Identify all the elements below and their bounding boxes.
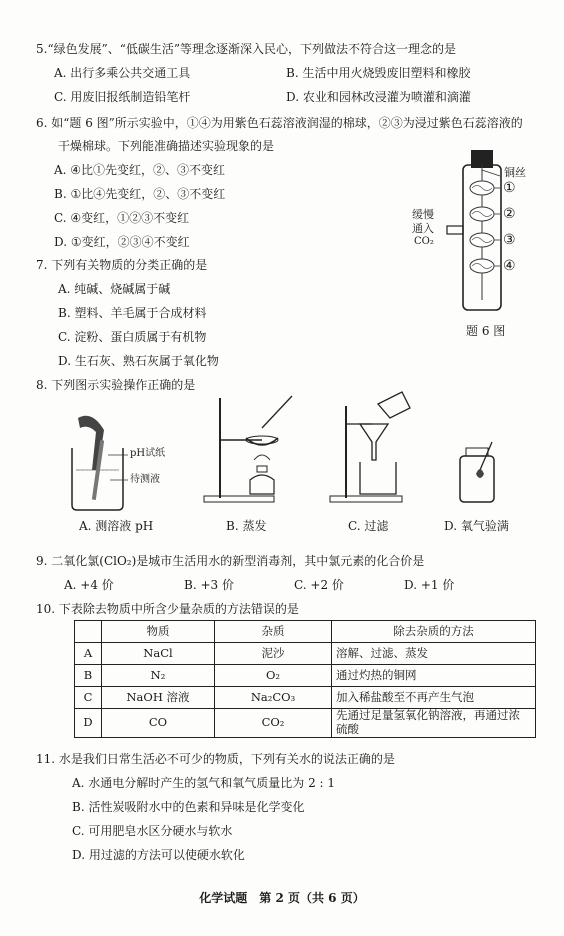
q7-stem: 7. 下列有关物质的分类正确的是 [36, 258, 208, 272]
table-row [75, 709, 536, 738]
q6-stem-line2: 干燥棉球。下列能准确描述实验现象的是 [58, 139, 275, 153]
inlet-label-3: CO₂ [414, 236, 434, 247]
table-cell: O₂ [215, 665, 332, 687]
q6-option-b: B. ①比④先变红，②、③不变红 [54, 187, 226, 201]
q8-caption-c: C. 过滤 [348, 519, 389, 533]
table-cell: 泥沙 [215, 643, 332, 665]
q5-option-d: D. 农业和园林改浸灌为喷灌和滴灌 [286, 90, 471, 104]
q11-option-d: D. 用过滤的方法可以使硬水软化 [72, 848, 245, 862]
ball-label-4: ④ [503, 258, 516, 274]
glass-tube [463, 165, 501, 310]
ball-label-1: ① [503, 180, 516, 196]
q7-option-c: C. 淀粉、蛋白质属于有机物 [58, 330, 207, 344]
table-cell: B [75, 665, 102, 687]
table-cell: 先通过足量氢氧化钠溶液，再通过浓硫酸 [332, 709, 536, 738]
ball-label-3: ③ [503, 232, 516, 248]
cotton-ball-3 [470, 233, 494, 247]
q6-option-d: D. ①变红，②③④不变红 [54, 235, 190, 249]
table-cell: C [75, 687, 102, 709]
q9-option-a: A. +4 价 [64, 578, 114, 592]
table-cell: CO₂ [215, 709, 332, 738]
q8-stem: 8. 下列图示实验操作正确的是 [36, 378, 196, 392]
q5-option-a: A. 出行多乘公共交通工具 [54, 66, 191, 80]
q9-option-c: C. +2 价 [294, 578, 344, 592]
table-header-row [75, 621, 536, 643]
q11-stem: 11. 水是我们日常生活必不可少的物质，下列有关水的说法正确的是 [36, 752, 395, 766]
copper-wire-label: 铜丝 [504, 166, 526, 179]
table-header-cell: 除去杂质的方法 [332, 621, 536, 643]
table-header-cell [75, 621, 102, 643]
q7-option-a: A. 纯碱、烧碱属于碱 [58, 282, 171, 296]
table-row [75, 665, 536, 687]
table-cell: CO [102, 709, 215, 738]
table-cell: 加入稀盐酸至不再产生气泡 [332, 687, 536, 709]
figure-d-oxygen-test [460, 442, 494, 502]
q9-option-b: B. +3 价 [184, 578, 234, 592]
q6-option-c: C. ④变红，①②③不变红 [54, 211, 190, 225]
cotton-ball-4 [470, 259, 494, 273]
table-cell: NaCl [102, 643, 215, 665]
q11-option-b: B. 活性炭吸附水中的色素和异味是化学变化 [72, 800, 305, 814]
table-cell: NaOH 溶液 [102, 687, 215, 709]
table-cell: Na₂CO₃ [215, 687, 332, 709]
inlet-label-1: 缓慢 [412, 208, 434, 221]
table-row [75, 643, 536, 665]
page-footer: 化学试题 第 2 页（共 6 页） [199, 891, 365, 905]
q5-stem: 5.“绿色发展”、“低碳生活”等理念逐渐深入民心，下列做法不符合这一理念的是 [36, 42, 456, 56]
impurity-removal-table [74, 620, 536, 738]
q11-option-a: A. 水通电分解时产生的氢气和氧气质量比为 2 : 1 [72, 776, 336, 790]
table-cell: 溶解、过滤、蒸发 [332, 643, 536, 665]
inlet-label-2: 通入 [412, 222, 434, 235]
side-inlet-tube [447, 226, 463, 234]
table-header-cell: 杂质 [215, 621, 332, 643]
test-liquid-label: 待测液 [130, 474, 160, 485]
figure-b-evaporation [204, 396, 292, 502]
ball-label-2: ② [503, 206, 516, 222]
q8-caption-a: A. 测溶液 pH [79, 519, 154, 533]
q8-caption-d: D. 氧气验满 [444, 519, 509, 533]
table-cell: N₂ [102, 665, 215, 687]
q5-option-c: C. 用废旧报纸制造铅笔杆 [54, 90, 191, 104]
table-header-cell: 物质 [102, 621, 215, 643]
q9-stem: 9. 二氧化氯(ClO₂)是城市生活用水的新型消毒剂，其中氯元素的化合价是 [36, 554, 425, 568]
q11-option-c: C. 可用肥皂水区分硬水与软水 [72, 824, 233, 838]
q5-option-b: B. 生活中用火烧毁废旧塑料和橡胶 [286, 66, 471, 80]
figure-6-caption: 题 6 图 [466, 324, 506, 338]
q9-option-d: D. +1 价 [404, 578, 455, 592]
q8-caption-b: B. 蒸发 [226, 519, 267, 533]
q6-option-a: A. ④比①先变红，②、③不变红 [54, 163, 226, 177]
figure-c-filtration [330, 392, 410, 502]
ph-paper-label: pH试纸 [130, 448, 166, 459]
q7-option-b: B. 塑料、羊毛属于合成材料 [58, 306, 207, 320]
cotton-ball-1 [470, 181, 494, 195]
rubber-stopper [471, 150, 493, 168]
table-cell: D [75, 709, 102, 738]
figure-a-ph-test [72, 416, 128, 510]
q6-stem-line1: 6. 如“题 6 图”所示实验中，①④为用紫色石蕊溶液润湿的棉球，②③为浸过紫色石蕊溶液的 [36, 116, 523, 130]
cotton-ball-2 [470, 207, 494, 221]
table-cell: A [75, 643, 102, 665]
q7-option-d: D. 生石灰、熟石灰属于氧化物 [58, 354, 219, 368]
table-row [75, 687, 536, 709]
q10-stem: 10. 下表除去物质中所含少量杂质的方法错误的是 [36, 602, 299, 616]
table-cell: 通过灼热的铜网 [332, 665, 536, 687]
